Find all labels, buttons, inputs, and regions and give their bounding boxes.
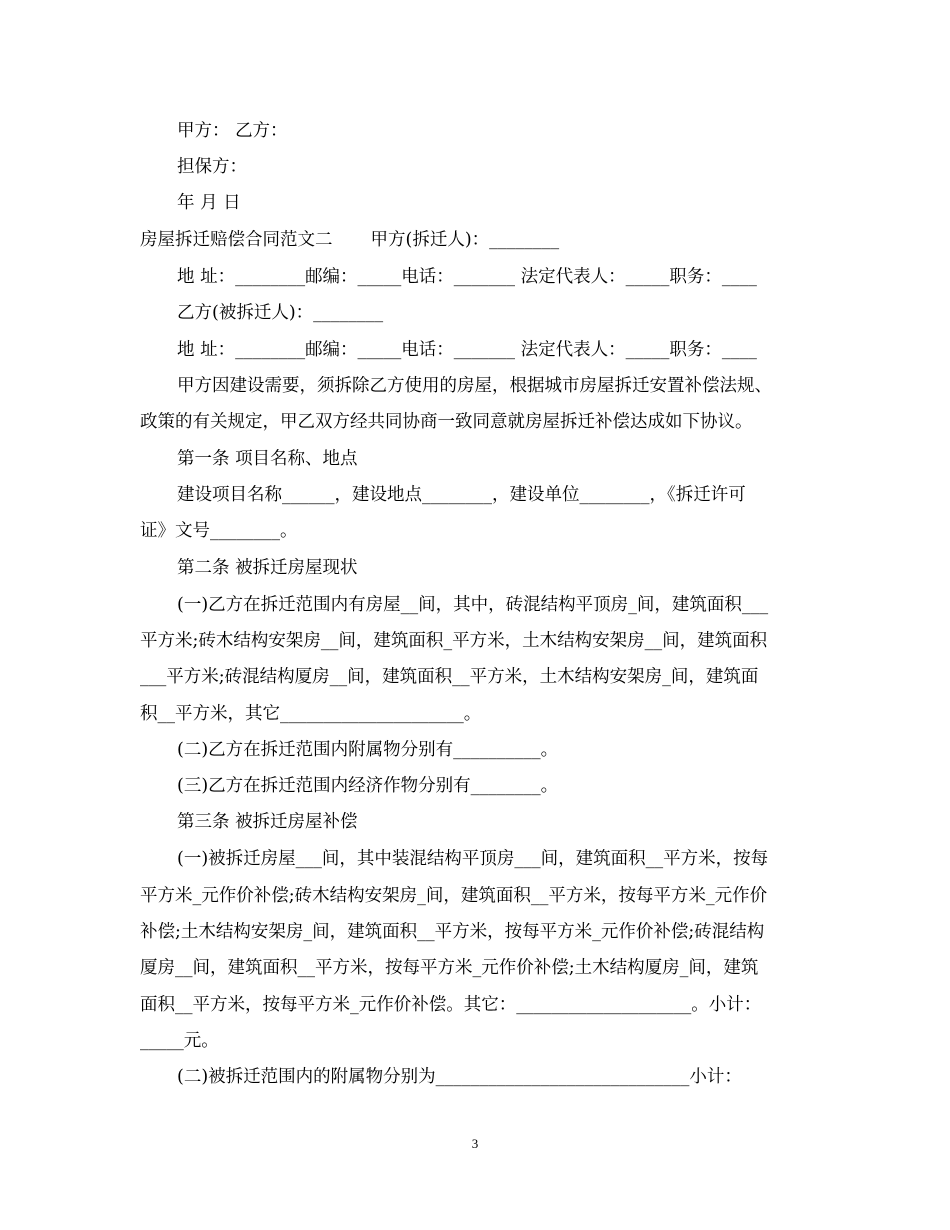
date-line: 年 月 日 xyxy=(177,193,241,213)
article-3-item-1-line-2: 平方米_元作价补偿;砖木结构安架房_间，建筑面积__平方米，按每平方米_元作价 xyxy=(140,886,768,906)
article-2-heading: 第二条 被拆迁房屋现状 xyxy=(177,558,358,578)
guarantor-line: 担保方： xyxy=(177,157,247,177)
party-a-demolisher: 甲方(拆迁人)：________ xyxy=(370,230,560,250)
article-1-body-1: 建设项目名称______，建设地点________，建设单位________，《拆迁许可 xyxy=(177,485,746,505)
contract-title: 房屋拆迁赔偿合同范文二 xyxy=(140,230,333,250)
article-2-item-2: (二)乙方在拆迁范围内附属物分别有__________。 xyxy=(177,740,559,760)
page-number: 3 xyxy=(471,1136,479,1151)
article-3-item-2: (二)被拆迁范围内的附属物分别为_____________________________小计： xyxy=(177,1067,742,1087)
party-b-line: 乙方(被拆迁人)：________ xyxy=(177,303,384,323)
article-3-item-1-line-1: (一)被拆迁房屋___间，其中装混结构平顶房___间，建筑面积__平方米，按每 xyxy=(177,849,769,869)
party-b-address-line: 地 址：________邮编：_____电话：_______ 法定代表人：_____职务：____ xyxy=(177,340,757,360)
article-2-item-1-line-1: (一)乙方在拆迁范围内有房屋__间，其中，砖混结构平顶房_间，建筑面积___ xyxy=(177,595,769,615)
preamble-line-2: 政策的有关规定，甲乙双方经共同协商一致同意就房屋拆迁补偿达成如下协议。 xyxy=(140,412,753,432)
article-1-body-2: 证》文号________。 xyxy=(140,521,298,541)
article-3-heading: 第三条 被拆迁房屋补偿 xyxy=(177,812,358,832)
party-a-b-line: 甲方： 乙方： xyxy=(177,121,288,141)
article-3-item-1-line-3: 补偿;土木结构安架房_间，建筑面积__平方米，按每平方米_元作价补偿;砖混结构 xyxy=(140,922,765,942)
party-a-address-line: 地 址：________邮编：_____电话：_______ 法定代表人：_____职务：____ xyxy=(177,267,757,287)
article-2-item-3: (三)乙方在拆迁范围内经济作物分别有________。 xyxy=(177,776,559,796)
article-2-item-1-line-4: 积__平方米，其它_____________________。 xyxy=(140,704,482,724)
article-2-item-1-line-2: 平方米;砖木结构安架房__间，建筑面积_平方米，土木结构安架房__间，建筑面积 xyxy=(140,631,768,651)
article-3-item-1-line-4: 厦房__间，建筑面积__平方米，按每平方米_元作价补偿;土木结构厦房_间，建筑 xyxy=(140,958,759,978)
contract-title-line xyxy=(140,230,810,250)
article-3-item-1-line-5: 面积__平方米，按每平方米_元作价补偿。其它：____________________。小计： xyxy=(140,995,762,1015)
article-3-item-1-line-6: _____元。 xyxy=(140,1031,219,1051)
preamble-line-1: 甲方因建设需要，须拆除乙方使用的房屋，根据城市房屋拆迁安置补偿法规、 xyxy=(177,376,772,396)
article-1-heading: 第一条 项目名称、地点 xyxy=(177,449,358,469)
article-2-item-1-line-3: ___平方米;砖混结构厦房__间，建筑面积__平方米，土木结构安架房_间，建筑面 xyxy=(140,667,759,687)
